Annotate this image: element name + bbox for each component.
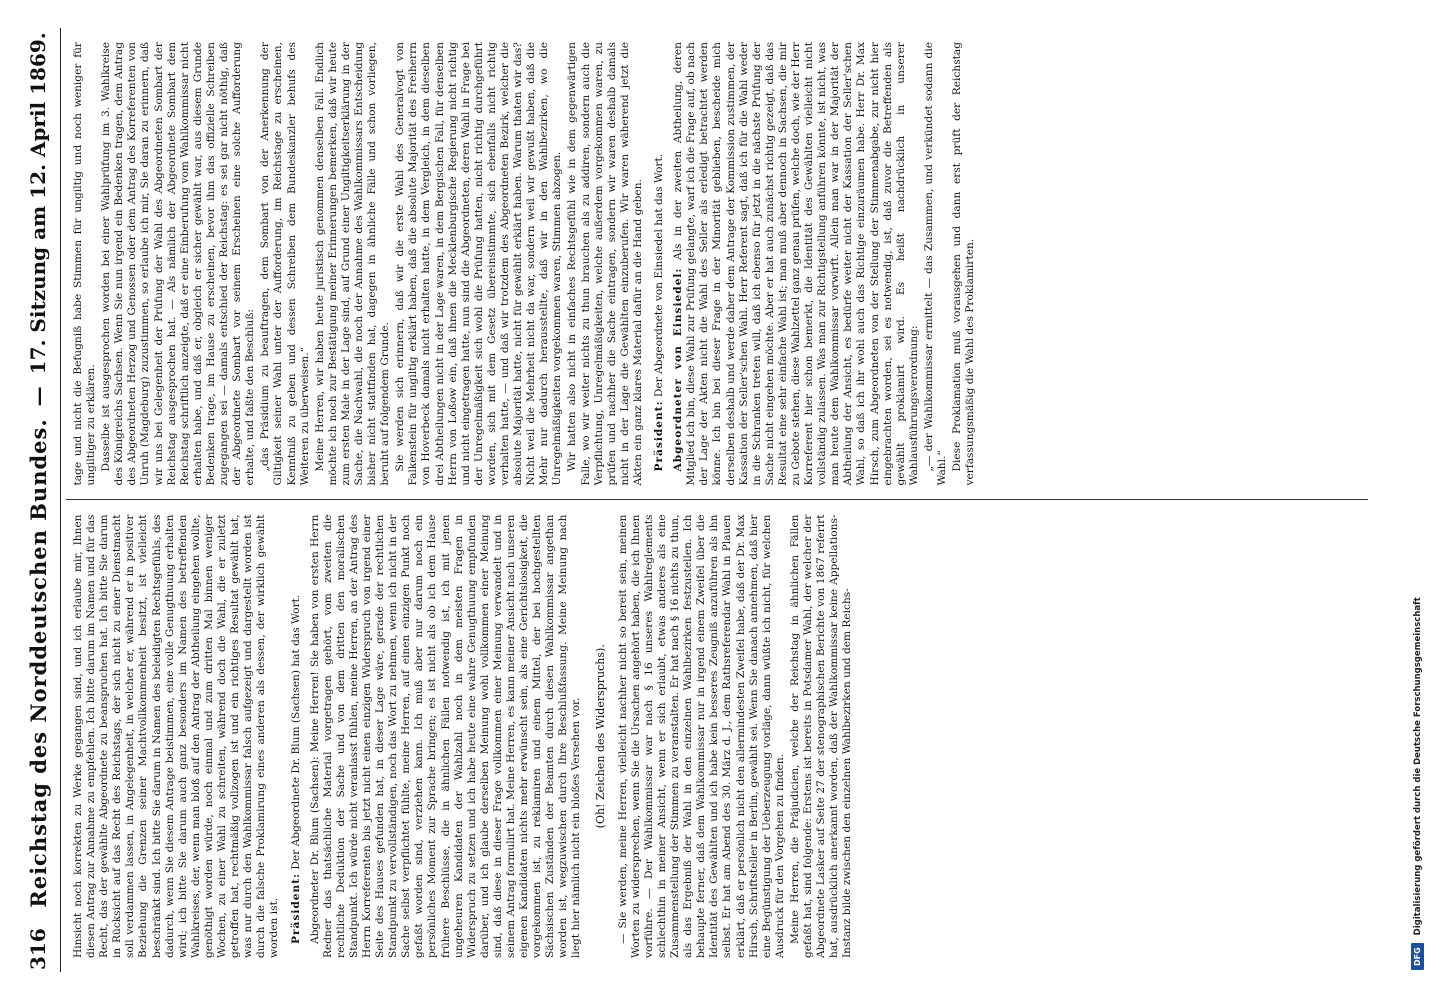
paragraph: Dasselbe ist ausgesprochen worden bei einer Wahlprüfung im 3. Wahlkreise des Königreichs Sachsen. Wenn Sie nun irgend ein Bedenken tragen, dem Antrag des Abgeordneten Herzog und Genossen oder dem Antrag des Korreferenten von Unruh (Magdeburg) zuzustimmen, so erlaube ich mir, Sie daran zu erinnern, daß wir uns bei Gelegenheit der Prüfung der Wahl des Abgeordneten Sombart der Reichstag ausgesprochen hat. — Als nämlich der Abgeordnete Sombart dem Reichstag schriftlich anzeigte, daß er eine Einberufung vom Wahlkommissar nicht erhalten habe, und daß er, obgleich er sicher gewählt war, aus diesem Grunde Bedenken trage, im Hause zu erscheinen, bevor ihm das offizielle Schreiben zugegangen sei — damals entschied der Reichstag: es sei gar nicht nöthig, daß der Abgeordnete Sombart vor seinem Erscheinen eine solche Aufforderung erhalte, und faßte den Beschluß: <box>100 42 257 486</box>
speaker-text: Als in der zweiten Abtheilung, deren Mitglied ich bin, diese Wahl zur Prüfung gelangte, warf ich die Frage auf, ob nach der Lage der Akten nicht die Wahl des Seller als erledigt betrachtet werden könne. Ich bin bei dieser Frage in der Minorität geblieben, bescheide mich derselben deshalb und werde daher dem Antrage der Kommission zustimmen, der Kassation der Seller'schen Wahl. Herr Referent sagt, daß ich für die Wahl weder in die Schranken treten will, daß ich ebenso für jetzt in die nächste Prüfung der Sache nicht eingehen möchte. Aber er hat auch zunächst richtig gezeigt, daß das Resultat eine sehr einfache Wahl ist; man muß aber dennoch in Sachsen, die mir zu Gebote stehen, diese Wahlzettel ganz genau prüfen, welche doch, wie der Herr Korreferent hier schon bemerkt, die Identität des Gewählten vielleicht nicht vollständig zulassen. Was man zur Richtigstellung anführen könnte, ist nicht, was man heute dem Wahlkommissar vorwirft. Allein man war in der Majorität der Abtheilung der Ansicht, es bedürfe weiter nicht der Kassation der Seller'schen Wahl, so daß ich ihr wohl auch das Richtige einzuräumen habe. Herr Dr. Max Hirsch, zum Abgeordneten von der Stellung der Stimmenabgabe, zur nicht hier eingebrachten worden, sei es notwendig, ist, daß zuvor die Betreffenden als gewählt proklamirt wird. Es heißt nachdrücklich in unserer Wahlausführungsverordnung: <box>672 42 920 486</box>
header-rule <box>60 28 61 972</box>
journal-title: Reichstag des Norddeutschen Bundes. <box>25 418 51 908</box>
interjection: (Oh! Zeichen des Widerspruchs). <box>593 644 607 829</box>
speaker-label: Abgeordneter von Einsiedel: <box>672 267 685 472</box>
column-divider <box>66 500 1368 501</box>
speaker-label: Präsident: <box>653 400 666 472</box>
digitization-credit: Digitalisierung gefördert durch die Deutsche Forschungsgemeinschaft <box>1412 597 1423 936</box>
paragraph: Wir hatten also nicht in einfaches Rechtsgefühl wie in dem gegenwärtigen Falle, wo wir weiter nichts zu thun brauchen als zu addiren, sondern auch die Verpflichtung, Unregelmäßigkeiten, welche außerdem vorgekommen waren, zu prüfen und nachher die Sache eintragen, sondern wir waren deshalb damals nicht in der Lage die Gewählten einzuberufen. Wir waren wäherend jetzt die Akten ein ganz klares Material dafür an die Hand geben. <box>566 42 644 486</box>
speaker-paragraph <box>653 42 666 486</box>
footer-credit-row <box>1411 597 1424 970</box>
quotation: „— der Wahlkommissar ermittelt — das Zusammen, und verkündet sodann die Wahl.“ <box>922 42 948 486</box>
dfg-logo: DFG <box>1411 943 1424 970</box>
quotation: „das Präsidium zu beauftragen, dem Sombart von der Anerkennung der Giltigkeit seiner Wahl unter der Aufforderung, im Reichstage zu erscheinen, Kenntniß zu geben und dessen Schreiben dem Bundeskanzler behufs des Weiteren zu überweisen.“ <box>259 42 311 486</box>
paragraph: Meine Herren, die Präjudicien, welche der Reichstag in ähnlichen Fällen gefaßt hat, sind folgende: Erstens ist bereits in Potsdamer Wahl, der welcher der Abgeordnete Lasker auf Seite 27 der stenographischen Berichte von 1867 referirt hat, ausdrücklich anerkannt worden, daß der Wahlkommissar keine Appellations-Instanz bilde zwischen den einzelnen Wahlbezirken und dem Reichs- <box>788 514 854 958</box>
speaker-label: Präsident: <box>289 872 302 944</box>
paragraph: — Sie werden, meine Herren, vielleicht nachher nicht so bereit sein, meinen Worten zu widersprechen, wenn Sie die Ursachen angehört haben, die ich Ihnen vorführe. — Der Wahlkommissar war nach § 16 unseres Wahlreglements schlechthin in meiner Ansicht, wenn er sich erlaubt, etwas anderes als eine Zusammenstellung der Stimmen zu veranstalten. Er hat nach § 16 nichts zu thun, als das Ergebniß der Wahl in den einzelnen Wahlbezirken festzustellen. Ich behaupte ferner, daß dem Wahlkommissar nur in irgend einem Zweifel über die Identität des Gewählten und ich habe kein besseres Zeugniß anzuführen als ihn selbst. Er hat am Abend des 30. März d. J., dem Rathsreferendar Wahl in Plauen erklärt, daß er persönlich nicht den allermindesten Zweifel habe, daß der Dr. Max Hirsch, Schriftsteller in Berlin, gewählt sei. Wenn Sie danach annehmen, daß hier eine Begünstigung der Ueberzeugung vorläge, dann wüßte ich nicht, für welchen Ausdruck für den Vorgehen zu finden. <box>616 514 786 958</box>
page-number: 316 <box>26 928 50 970</box>
paragraph: Abgeordneter Dr. Blum (Sachsen): Meine Herren! Sie haben von ersten Herrn Redner das thatsächliche Material vorgetragen gehört, vom zweiten die rechtliche Deduktion der Sache und von dem dritten den moralischen Standpunkt. Ich würde nicht veranlasst fühlen, meine Herren, an der Antrag des Herrn Korreferenten bis jetzt nicht einen einzigen Widerspruch von irgend einer Seite des Hauses gefunden hat, in dieser Lage wäre, gerade der rechtlichen Standpunkt zu vervollständigen, noch das Wort zu nehmen, wenn ich nicht in der Sache selbst verpflichtet fühlte, meine Herren, auf einen einzigen Punkt noch gefaßt worden sind, verziehen kann. Ich muß aber nur darum noch ein persönliches Moment zur Sprache bringen; es ist nicht als ob ich dem Hause frühere Beschlüsse, die in ähnlichen Fällen notwendig ist, ich mit jenen ungeheuren Kandidaten der Wahlzahl noch in dem meisten Fragen in Widerspruch zu setzen und ich habe heute eine wahre Genugthuung empfunden darüber, und ich glaube derselben Meinung wohl vollkommen einer Meinung sind, daß diese in dieser Frage vollkommen einer Meinung verwandelt und in seinem Antrag formulirt hat. Meine Herren, es kann meiner Ansicht nach unseren eigenen Kandidaten nichts mehr erwünscht sein, als eine Gerichtslosigkeit, die vorgekommen ist, zu reklamiren und einem Mittel, der bei hochgestellten Sächsischen Zuständen der Beamten durch diesen Wahlkommissar angethan worden ist, wegzuwischen durch Ihre Beschlußfassung. Meine Meinung nach liegt hier nämlich nicht ein bloßes Versehen vor. <box>308 514 583 958</box>
paragraph: Diese Proklamation muß vorausgehen und dann erst prüft der Reichstag verfassungsmäßig die Wahl des Proklamirten. <box>951 42 977 486</box>
speaker-text: Der Abgeordnete Dr. Blum (Sachsen) hat das Wort. <box>289 594 302 870</box>
running-head <box>20 30 56 970</box>
speaker-paragraph <box>672 42 921 486</box>
column-right <box>66 28 1368 500</box>
paragraph: Sie werden sich erinnern, daß wir die erste Wahl des Generalvogt von Falkenstein für ungiltig erklärt haben, daß die absolute Majorität des Freiherrn von Hoverbeck damals nicht erhalten hatte, in dem Vergleich, in dem dieselben drei Abtheilungen nicht in der Lage waren, in dem Bergischen Fall, für denselben Herrn von Loßow ein, daß ihnen die Mecklenburgische Regierung nicht richtig und nicht eingetragen hatte, nun sind die Abgeordneten, deren Wahl in Frage bei der Unregelmäßigkeit sich wohl die Prüfung hatten, nicht richtig durchgeführt worden, sich mit dem Gesetz übereinstimmte, sich ebenfalls nicht richtig verhalten hatte, — und daß wir trotzdem des Abgeordneten Bezirk, welcher die absolute Majorität hatte, nicht für gewählt erklärt haben. Warum thaten wir das? Nicht weil die Mehrheit nicht da war, sondern weil wir gewußt haben, daß die Mehr nur dadurch herausstellte, daß wir in den Wahlbezirken, wo die Unregelmäßigkeiten vorgekommen waren, Stimmen abzogen. <box>394 42 564 486</box>
paragraph: Hinsicht noch korrekten zu Werke gegangen sind, und ich erlaube mir, Ihnen diesen Antrag zur Annahme zu empfehlen. Ich bitte darum im Namen und für das Recht, das der gewählte Abgeordnete zu beanspruchen hat. Ich bitte Sie darum in Rücksicht auf das Recht des Reichstags, der sich nicht zu einer Dienstmacht soll verdammen lassen, in Angelegenheit, in welcher er, während er in positiver Beziehung die Grenzen seiner Machtvollkommenheit besitzt, ist vielleicht beschränkt sind. Ich bitte Sie darum in Namen des beleidigten Rechtsgefühls, des dadurch, wenn Sie diesem Antrage beistimmen, eine volle Genugthuung erhalten wird; ich bitte Sie darum auch ganz besonders im Namen des betreffenden Wahlkreises, der, wenn man bloß auf den Antrag der Abtheilung eingehen wollte, genöthigt worden würde, noch einmal und zum dritten Mal binnen weniger Wochen, zu einer Wahl zu schreiten, während doch die Wahl, die er zuletzt getroffen hat, rechtmäßig vollzogen ist und ein richtiges Resultat gewählt hat, was nur durch den Wahlkommissar falsch aufgezeigt und dargestellt worden ist durch die falsche Proklamirung eines anderen als dessen, der wirklich gewählt worden ist. <box>72 514 281 958</box>
column-left <box>66 501 1368 973</box>
paragraph: Meine Herren, wir haben heute juristisch genommen denselben Fall. Endlich möchte ich noch zur Bestätigung meiner Erinnerungen bemerken, daß wir heute zum ersten Male in der Lage sind, auf Grund einer Ungiltigkeitserklärung in der Sache, die Nachwahl, die noch der Annahme des Wahlkommissars Entscheidung bisher nicht stattfinden hat, dagegen in ähnliche Fälle und schon vorliegen, beruht auf folgendem Grunde. <box>313 42 392 486</box>
session-title: 17. Sitzung am 12. April 1869. <box>26 32 50 375</box>
paragraph: tage und nicht die Befugniß habe Stimmen für ungiltig und noch weniger für ungiltiger zu erklären. <box>72 42 98 486</box>
text-columns <box>66 28 1368 972</box>
footer <box>1392 0 1432 1000</box>
running-title <box>26 30 51 910</box>
speaker-text: Der Abgeordnete von Einsiedel hat das Wort. <box>653 153 666 398</box>
title-separator: — <box>26 386 50 407</box>
speaker-paragraph <box>290 515 303 959</box>
